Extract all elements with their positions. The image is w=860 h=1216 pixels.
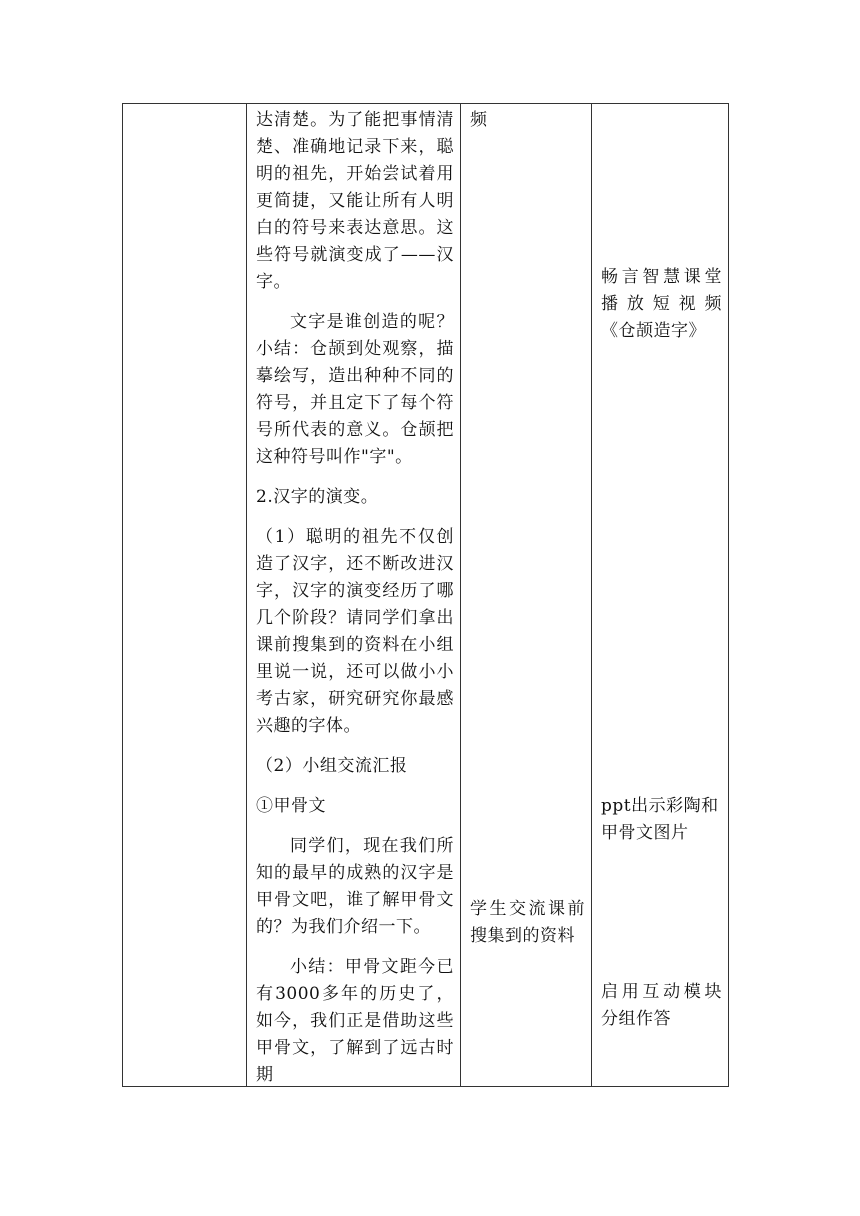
cell-text: 学生交流课前搜集到的资料 <box>470 899 585 946</box>
cell-text: 频 <box>470 110 488 130</box>
lesson-plan-table <box>122 103 729 1087</box>
table-cell-col1 <box>123 104 247 1087</box>
section-heading: 2.汉字的演变。 <box>256 487 379 507</box>
cell-text: ppt出示彩陶和甲骨文图片 <box>601 796 719 843</box>
paragraph: 同学们，现在我们所知的最早的成熟的汉字是甲骨文吧，谁了解甲骨文的？为我们介绍一下。 <box>256 836 454 937</box>
paragraph: 小结：甲骨文距今已有3000多年的历史了，如今，我们正是借助这些甲骨文，了解到了远古时期 <box>256 957 454 1085</box>
paragraph: （2）小组交流汇报 <box>256 756 408 776</box>
table-cell-tech-support <box>592 104 729 1087</box>
table-cell-teaching-process <box>247 104 461 1087</box>
paragraph: ①甲骨文 <box>256 796 326 816</box>
paragraph: 达清楚。为了能把事情清楚、准确地记录下来，聪明的祖先，开始尝试着用更简捷，又能让所有人明白的符号来表达意思。这些符号就演变成了——汉字。 <box>256 110 454 292</box>
cell-text: 畅言智慧课堂播放短视频《仓颉造字》 <box>601 267 722 341</box>
table-row <box>123 104 729 1087</box>
paragraph: 文字是谁创造的呢？小结：仓颉到处观察，描摹绘写，造出种种不同的符号，并且定下了每个符号所代表的意义。仓颉把这种符号叫作"字"。 <box>256 312 454 467</box>
cell-text: 启用互动模块分组作答 <box>601 982 722 1029</box>
paragraph: （1）聪明的祖先不仅创造了汉字，还不断改进汉字，汉字的演变经历了哪几个阶段？请同学们拿出课前搜集到的资料在小组里说一说，还可以做小小考古家，研究研究你最感兴趣的字体。 <box>256 527 454 736</box>
table-cell-student-activity <box>461 104 592 1087</box>
